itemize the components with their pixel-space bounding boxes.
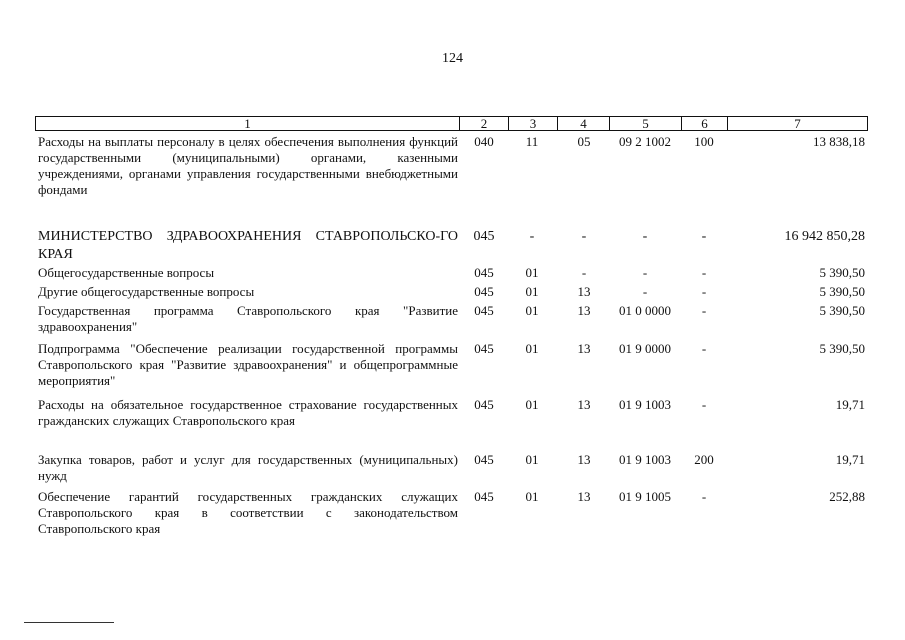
header-col-3: 3: [508, 116, 558, 131]
cell-col-4: 13: [577, 341, 591, 356]
cell-col-7: 16 942 850,28: [784, 229, 865, 244]
cell-col-3: 01: [525, 489, 539, 504]
cell-col-2: 045: [474, 341, 494, 356]
cell-col-6: 100: [694, 134, 714, 149]
cell-col-2: 045: [474, 303, 494, 318]
cell-col-3: 01: [525, 452, 539, 467]
cell-col-3: 11: [525, 134, 539, 149]
page-number: 124: [442, 51, 463, 66]
row-description: Общегосударственные вопросы: [38, 265, 215, 280]
row-description: Расходы на выплаты персоналу в целях обеспечения выполнения функций государственными (муниципальными) органами, казенными учреждениями, органами управления государственными внебюджетными фондами: [38, 134, 458, 197]
cell-col-3: 01: [525, 397, 539, 412]
cell-col-6: -: [701, 284, 707, 299]
cell-col-7: 5 390,50: [819, 303, 865, 318]
cell-col-7: 13 838,18: [813, 134, 865, 149]
cell-col-4: 13: [577, 452, 591, 467]
header-col-1: 1: [35, 116, 460, 131]
cell-col-5: 01 9 1003: [619, 452, 671, 467]
cell-col-5: 01 9 1003: [619, 397, 671, 412]
header-col-7: 7: [727, 116, 868, 131]
cell-col-3: 01: [525, 284, 539, 299]
cell-col-7: 5 390,50: [819, 341, 865, 356]
cell-col-3: 01: [525, 341, 539, 356]
cell-col-6: -: [701, 489, 707, 504]
cell-col-5: -: [642, 229, 648, 244]
cell-col-7: 5 390,50: [819, 265, 865, 280]
cell-col-6: -: [701, 303, 707, 318]
header-col-2: 2: [459, 116, 509, 131]
row-description: Другие общегосударственные вопросы: [38, 284, 255, 299]
cell-col-4: -: [581, 229, 587, 244]
row-description: Закупка товаров, работ и услуг для государственных (муниципальных) нужд: [38, 452, 458, 483]
cell-col-7: 19,71: [835, 397, 865, 412]
cell-col-2: 045: [474, 397, 494, 412]
cell-col-5: -: [642, 265, 648, 280]
cell-col-6: -: [701, 265, 707, 280]
cell-col-5: 09 2 1002: [619, 134, 671, 149]
cell-col-2: 040: [474, 134, 494, 149]
row-description: Расходы на обязательное государственное страхование государственных гражданских служащих Ставропольского края: [38, 397, 458, 428]
row-description: Государственная программа Ставропольского края "Развитие здравоохранения": [38, 303, 458, 334]
cell-col-3: 01: [525, 265, 539, 280]
row-description: Подпрограмма "Обеспечение реализации государственной программы Ставропольского края "Развитие здравоохранения" и общепрограммные мероприятия": [38, 341, 458, 388]
header-col-6: 6: [681, 116, 728, 131]
cell-col-5: 01 9 1005: [619, 489, 671, 504]
cell-col-2: 045: [474, 489, 494, 504]
cell-col-3: -: [529, 229, 535, 244]
cell-col-3: 01: [525, 303, 539, 318]
cell-col-4: -: [581, 265, 587, 280]
row-description: МИНИСТЕРСТВО ЗДРАВООХРАНЕНИЯ СТАВРОПОЛЬСКО-ГО КРАЯ: [38, 229, 458, 262]
cell-col-2: 045: [474, 452, 494, 467]
cell-col-2: 045: [473, 229, 495, 244]
cell-col-7: 19,71: [835, 452, 865, 467]
cell-col-6: -: [701, 397, 707, 412]
row-description: Обеспечение гарантий государственных гражданских служащих Ставропольского края в соответствии с законодательством Ставропольского края: [38, 489, 458, 536]
cell-col-7: 5 390,50: [819, 284, 865, 299]
cell-col-6: -: [701, 229, 707, 244]
cell-col-4: 13: [577, 489, 591, 504]
cell-col-6: 200: [694, 452, 714, 467]
header-col-5: 5: [609, 116, 682, 131]
cell-col-4: 13: [577, 303, 591, 318]
footnote-separator: [24, 622, 114, 623]
cell-col-2: 045: [474, 284, 494, 299]
cell-col-6: -: [701, 341, 707, 356]
cell-col-7: 252,88: [829, 489, 865, 504]
cell-col-2: 045: [474, 265, 494, 280]
header-col-4: 4: [557, 116, 610, 131]
cell-col-5: -: [642, 284, 648, 299]
cell-col-4: 13: [577, 397, 591, 412]
cell-col-4: 05: [577, 134, 591, 149]
cell-col-4: 13: [577, 284, 591, 299]
cell-col-5: 01 0 0000: [619, 303, 671, 318]
cell-col-5: 01 9 0000: [619, 341, 671, 356]
